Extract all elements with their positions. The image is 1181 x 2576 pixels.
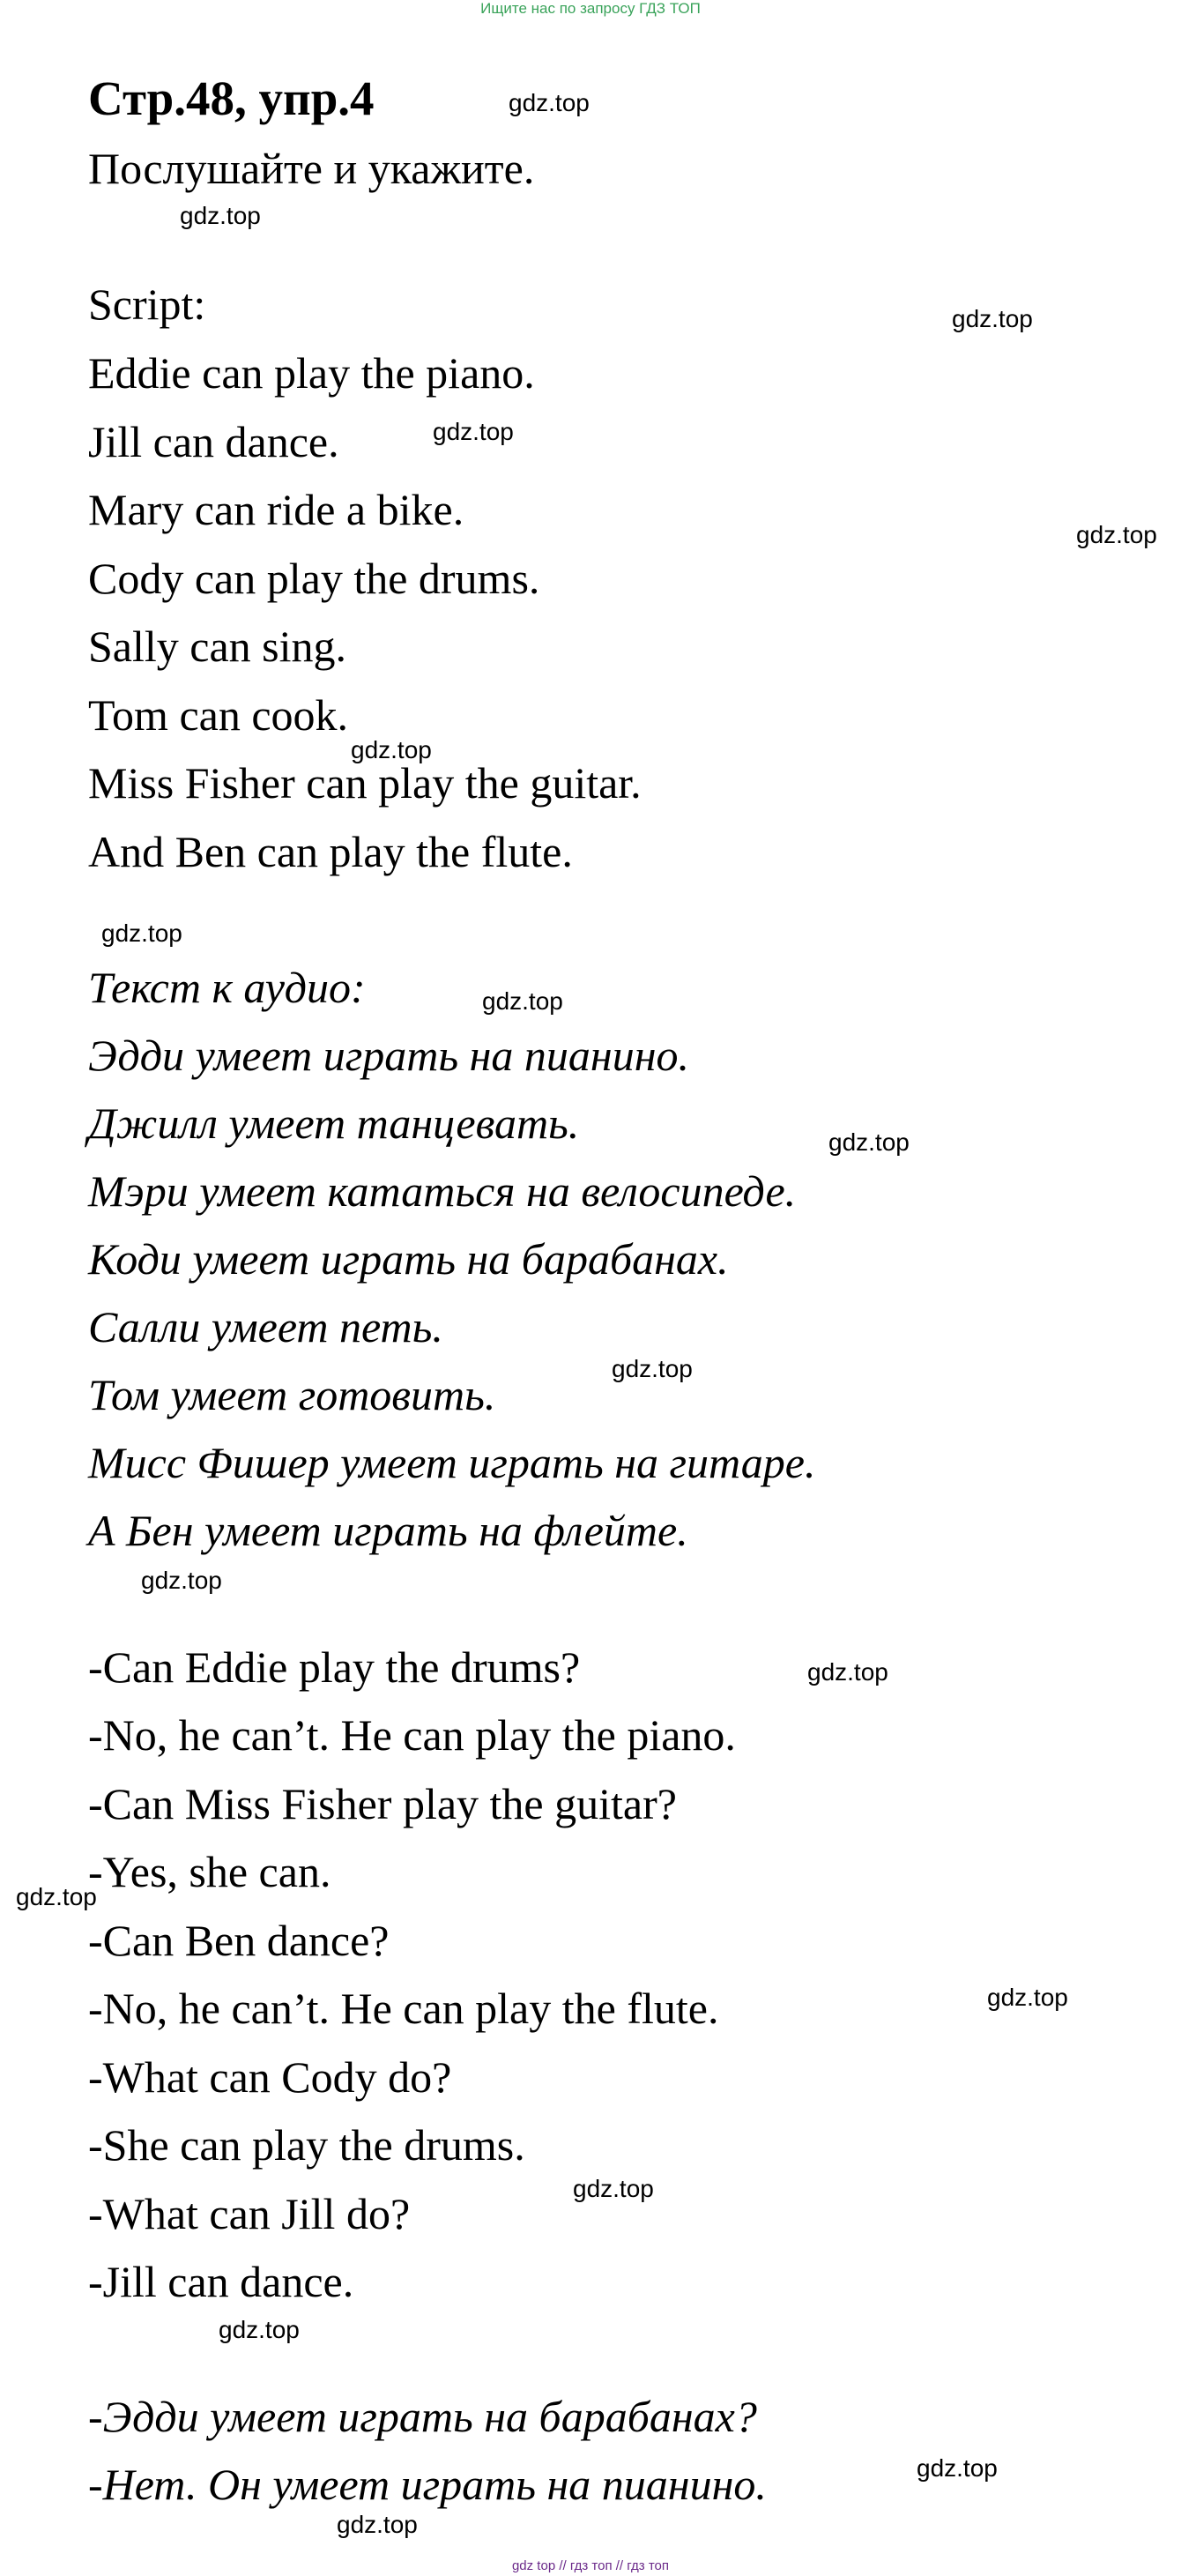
dialogue-line: -No, he can’t. He can play the flute. — [88, 1984, 719, 2033]
footer: gdz top // гдз топ // гдз топ — [511, 2558, 670, 2573]
translation-line: Салли умеет петь. — [88, 1302, 443, 1351]
dialogue-line: -Can Miss Fisher play the guitar? — [88, 1779, 677, 1828]
watermark: gdz.top — [219, 2316, 300, 2343]
script-line: Mary can ride a bike. — [88, 485, 464, 534]
dialogue-line: -Can Ben dance? — [88, 1916, 390, 1965]
watermark: gdz.top — [612, 1355, 693, 1382]
script-line: And Ben can play the flute. — [88, 827, 573, 876]
script-line: Cody can play the drums. — [88, 554, 540, 603]
watermark: gdz.top — [141, 1567, 222, 1594]
dialogue-line: -What can Cody do? — [88, 2052, 452, 2102]
watermark: gdz.top — [917, 2454, 998, 2482]
dialogue-translation-line: -Нет. Он умеет играть на пианино. — [88, 2460, 767, 2509]
translation-line: Эдди умеет играть на пианино. — [88, 1031, 690, 1080]
watermark: gdz.top — [101, 919, 182, 947]
watermark: gdz.top — [1076, 521, 1157, 548]
watermark: gdz.top — [16, 1883, 97, 1910]
translation-line: Том умеет готовить. — [88, 1370, 496, 1419]
dialogue-line: -Jill can dance. — [88, 2257, 354, 2306]
watermark: gdz.top — [351, 736, 432, 763]
top-banner: Ищите нас по запросу ГДЗ ТОП — [480, 0, 701, 17]
translation-line: Джилл умеет танцевать. — [88, 1098, 580, 1148]
translation-line: Мисс Фишер умеет играть на гитаре. — [88, 1438, 816, 1487]
watermark: gdz.top — [509, 89, 590, 116]
dialogue-line: -Can Eddie play the drums? — [88, 1642, 581, 1692]
script-label: Script: — [88, 279, 206, 329]
page-title: Стр.48, упр.4 — [88, 71, 375, 125]
dialogue-line: -Yes, she can. — [88, 1847, 331, 1896]
script-line: Sally can sing. — [88, 622, 347, 671]
script-line: Miss Fisher can play the guitar. — [88, 758, 642, 808]
watermark: gdz.top — [573, 2175, 654, 2202]
script-line: Jill can dance. — [88, 417, 339, 466]
dialogue-line: -What can Jill do? — [88, 2189, 411, 2238]
watermark: gdz.top — [952, 305, 1033, 332]
watermark: gdz.top — [987, 1984, 1068, 2011]
dialogue-translation-line: -Эдди умеет играть на барабанах? — [88, 2392, 757, 2441]
watermark: gdz.top — [807, 1658, 888, 1686]
translation-line: А Бен умеет играть на флейте. — [88, 1506, 688, 1555]
script-line: Tom can cook. — [88, 690, 349, 740]
translation-line: Коди умеет играть на барабанах. — [88, 1234, 729, 1284]
dialogue-line: -She can play the drums. — [88, 2120, 525, 2170]
script-line: Eddie can play the piano. — [88, 348, 535, 398]
watermark: gdz.top — [482, 987, 563, 1015]
dialogue-line: -No, he can’t. He can play the piano. — [88, 1710, 736, 1760]
watermark: gdz.top — [433, 418, 514, 445]
watermark: gdz.top — [337, 2511, 418, 2538]
translation-label: Текст к аудио: — [88, 963, 366, 1012]
watermark: gdz.top — [180, 202, 261, 229]
watermark: gdz.top — [828, 1128, 910, 1156]
instruction: Послушайте и укажите. — [88, 144, 535, 193]
translation-line: Мэри умеет кататься на велосипеде. — [88, 1166, 797, 1216]
